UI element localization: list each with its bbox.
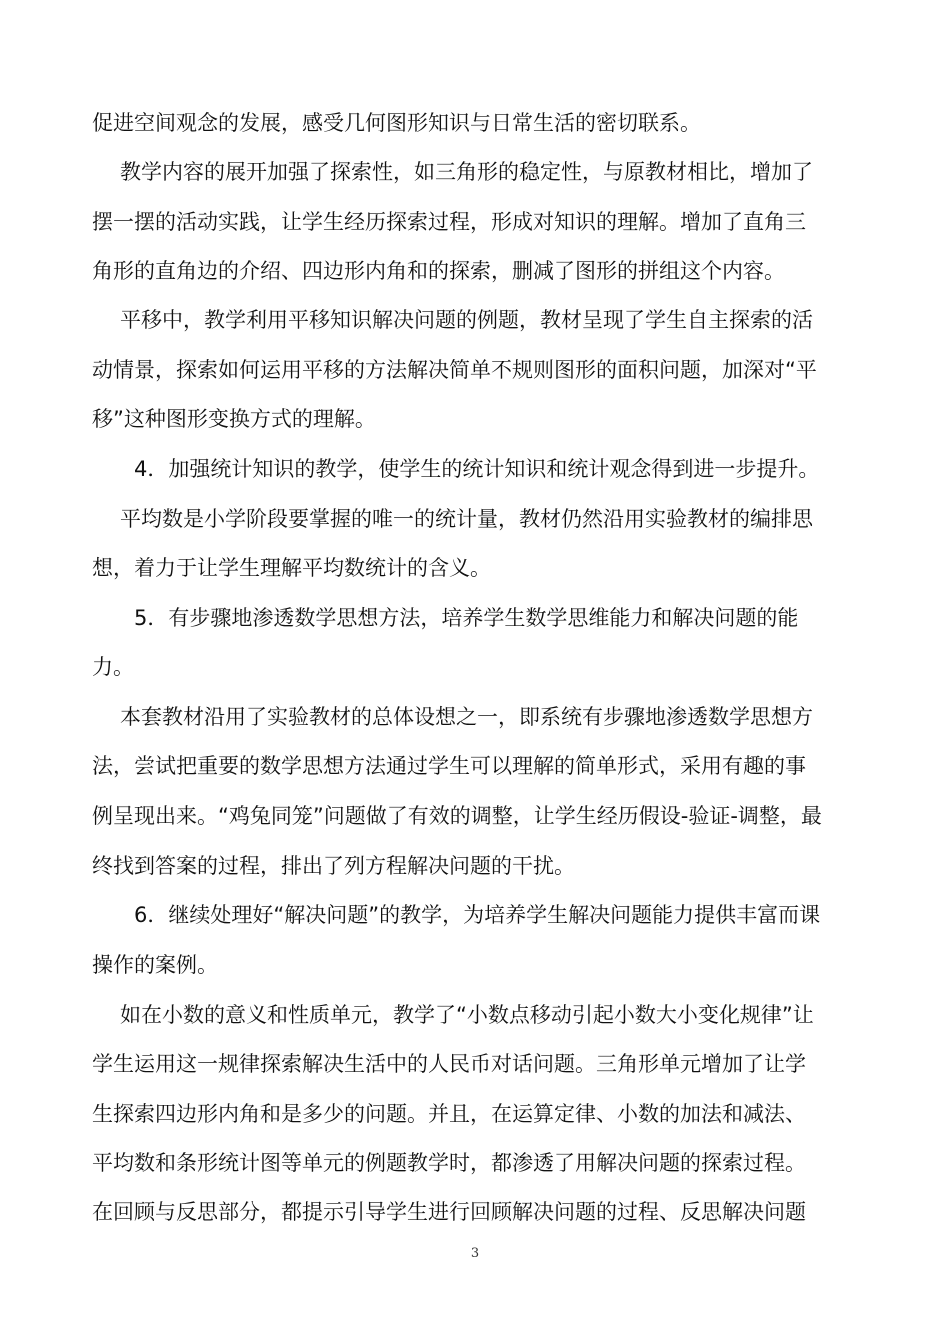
paragraph-start-line: 教学内容的展开加强了探索性，如三角形的稳定性，与原教材相比，增加了 xyxy=(120,160,813,184)
text-line: 例呈现出来。“鸡兔同笼”问题做了有效的调整，让学生经历假设-验证-调整，最 xyxy=(92,804,822,828)
section-heading-4: 4．加强统计知识的教学，使学生的统计知识和统计观念得到进一步提升。 xyxy=(134,457,820,481)
text-line: 学生运用这一规律探索解决生活中的人民币对话问题。三角形单元增加了让学 xyxy=(92,1052,806,1076)
text-line: 生探索四边形内角和是多少的问题。并且，在运算定律、小数的加法和减法、 xyxy=(92,1102,806,1126)
text-line: 力。 xyxy=(92,655,134,679)
section-heading-6: 6．继续处理好“解决问题”的教学，为培养学生解决问题能力提供丰富而课 xyxy=(134,903,821,927)
text-line: 终找到答案的过程，排出了列方程解决问题的干扰。 xyxy=(92,854,575,878)
text-line: 操作的案例。 xyxy=(92,953,218,977)
page-number: 3 xyxy=(470,1246,480,1261)
text-line: 想，着力于让学生理解平均数统计的含义。 xyxy=(92,556,491,580)
text-line: 动情景，探索如何运用平移的方法解决简单不规则图形的面积问题，加深对“平 xyxy=(92,358,817,382)
text-line: 摆一摆的活动实践，让学生经历探索过程，形成对知识的理解。增加了直角三 xyxy=(92,210,806,234)
text-line: 在回顾与反思部分，都提示引导学生进行回顾解决问题的过程、反思解决问题 xyxy=(92,1200,806,1224)
text-line: 平均数和条形统计图等单元的例题教学时，都渗透了用解决问题的探索过程。 xyxy=(92,1151,806,1175)
paragraph-start-line: 平均数是小学阶段要掌握的唯一的统计量，教材仍然沿用实验教材的编排思 xyxy=(120,507,813,531)
text-line: 移”这种图形变换方式的理解。 xyxy=(92,407,376,431)
text-line: 促进空间观念的发展，感受几何图形知识与日常生活的密切联系。 xyxy=(92,111,701,135)
text-line: 角形的直角边的介绍、四边形内角和的探索，删减了图形的拼组这个内容。 xyxy=(92,259,785,283)
paragraph-start-line: 如在小数的意义和性质单元，教学了“小数点移动引起小数大小变化规律”让 xyxy=(120,1003,814,1027)
paragraph-start-line: 本套教材沿用了实验教材的总体设想之一，即系统有步骤地渗透数学思想方 xyxy=(120,705,813,729)
section-heading-5: 5．有步骤地渗透数学思想方法，培养学生数学思维能力和解决问题的能 xyxy=(134,606,799,630)
text-line: 法，尝试把重要的数学思想方法通过学生可以理解的简单形式，采用有趣的事 xyxy=(92,754,806,778)
paragraph-start-line: 平移中，教学利用平移知识解决问题的例题，教材呈现了学生自主探索的活 xyxy=(120,308,813,332)
